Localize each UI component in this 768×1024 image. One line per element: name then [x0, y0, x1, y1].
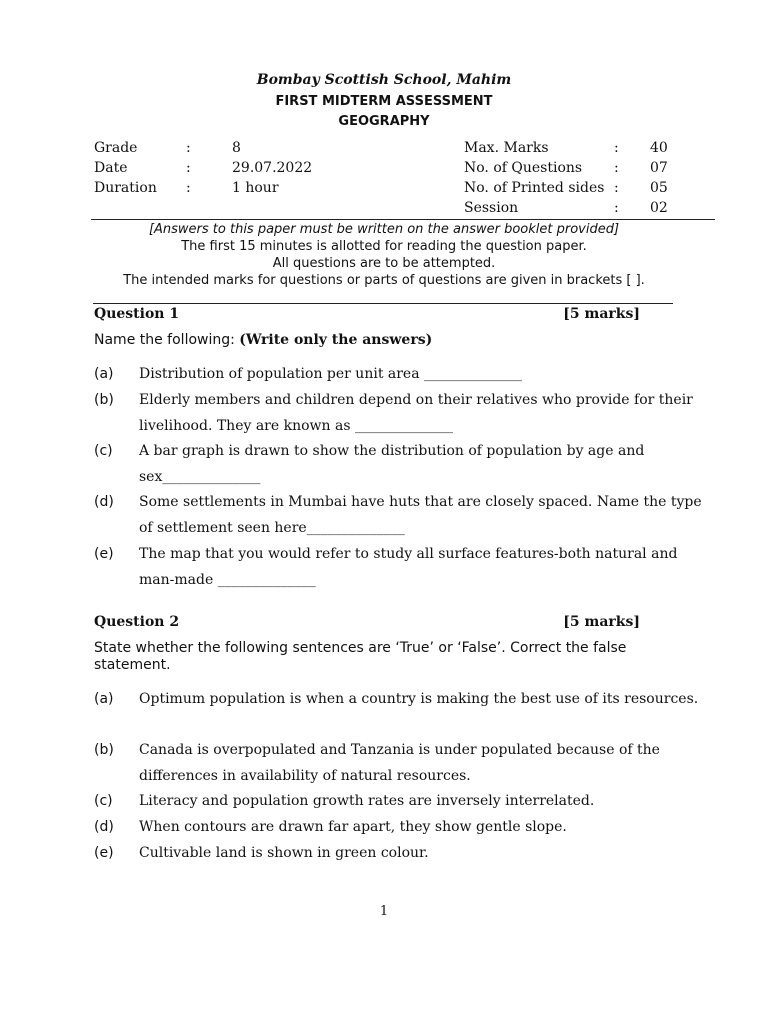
item-label: (c) — [94, 443, 113, 459]
exam-details-right — [464, 138, 704, 218]
page-number: 1 — [379, 904, 389, 919]
meta-label: No. of Questions — [464, 160, 583, 176]
instruction-all-questions: All questions are to be attempted. — [272, 256, 496, 271]
item-label: (b) — [94, 742, 114, 758]
item-text: Optimum population is when a country is making the best use of its resources. — [139, 691, 699, 707]
question-1-prompt — [94, 332, 694, 349]
meta-separator: : — [186, 140, 191, 156]
item-label: (d) — [94, 819, 114, 835]
item-label: (b) — [94, 392, 114, 408]
divider — [91, 219, 715, 220]
meta-value: 05 — [650, 180, 668, 196]
meta-row-duration — [94, 178, 394, 198]
divider — [93, 303, 673, 304]
instruction-answer-booklet: [Answers to this paper must be written on the answer booklet provided] — [148, 222, 620, 237]
meta-separator: : — [614, 180, 619, 196]
question-1-heading — [94, 306, 640, 322]
meta-row-date — [94, 158, 394, 178]
meta-label: Session — [464, 200, 519, 216]
item-text: Literacy and population growth rates are inversely interrelated. — [139, 793, 595, 809]
item-label: (a) — [94, 366, 114, 382]
item-label: (c) — [94, 793, 113, 809]
meta-label: Date — [94, 160, 128, 176]
meta-value: 29.07.2022 — [232, 160, 313, 176]
meta-value: 40 — [650, 140, 668, 156]
prompt-emphasis: (Write only the answers) — [239, 332, 433, 348]
school-name: Bombay Scottish School, Mahim — [256, 72, 512, 88]
item-text: A bar graph is drawn to show the distribution of population by age and sex______________ — [139, 443, 645, 485]
meta-separator: : — [614, 140, 619, 156]
meta-separator: : — [614, 160, 619, 176]
question-2-prompt: State whether the following sentences are ‘True’ or ‘False’. Correct the false statement. — [94, 640, 627, 673]
meta-row-questions — [464, 158, 704, 178]
meta-value: 07 — [650, 160, 668, 176]
meta-value: 8 — [232, 140, 241, 156]
meta-label: No. of Printed sides — [464, 180, 605, 196]
meta-label: Max. Marks — [464, 140, 549, 156]
item-text: Cultivable land is shown in green colour. — [139, 845, 429, 861]
prompt-text: Name the following: — [94, 332, 240, 348]
item-label: (e) — [94, 845, 114, 861]
instruction-reading-time: The first 15 minutes is allotted for reading the question paper. — [181, 239, 587, 254]
question-title: Question 1 — [94, 306, 180, 322]
item-label: (a) — [94, 691, 114, 707]
question-2-heading — [94, 614, 640, 630]
item-text: Canada is overpopulated and Tanzania is under populated because of the differences in availability of natural resources. — [139, 742, 660, 784]
meta-separator: : — [614, 200, 619, 216]
meta-value: 02 — [650, 200, 668, 216]
exam-title: FIRST MIDTERM ASSESSMENT — [275, 94, 493, 109]
item-label: (e) — [94, 546, 114, 562]
meta-row-max-marks — [464, 138, 704, 158]
meta-label: Duration — [94, 180, 157, 196]
item-text: When contours are drawn far apart, they show gentle slope. — [139, 819, 567, 835]
meta-row-session — [464, 198, 704, 218]
instruction-marks: The intended marks for questions or parts of questions are given in brackets [ ]. — [123, 273, 645, 288]
exam-details-left — [94, 138, 394, 198]
meta-row-printed-sides — [464, 178, 704, 198]
item-text: Some settlements in Mumbai have huts that are closely spaced. Name the type of settlement seen here______________ — [139, 494, 702, 536]
meta-separator: : — [186, 180, 191, 196]
question-title: Question 2 — [94, 614, 180, 630]
question-marks: [5 marks] — [563, 306, 640, 322]
subject-title: GEOGRAPHY — [338, 114, 430, 129]
question-marks: [5 marks] — [563, 614, 640, 630]
meta-value: 1 hour — [232, 180, 279, 196]
item-text: Distribution of population per unit area ______________ — [139, 366, 523, 382]
meta-row-grade — [94, 138, 394, 158]
item-text: Elderly members and children depend on their relatives who provide for their livelihood. They are known as ______________ — [139, 392, 693, 434]
item-label: (d) — [94, 494, 114, 510]
meta-label: Grade — [94, 140, 138, 156]
meta-separator: : — [186, 160, 191, 176]
item-text: The map that you would refer to study all surface features-both natural and man-made ______________ — [139, 546, 678, 588]
